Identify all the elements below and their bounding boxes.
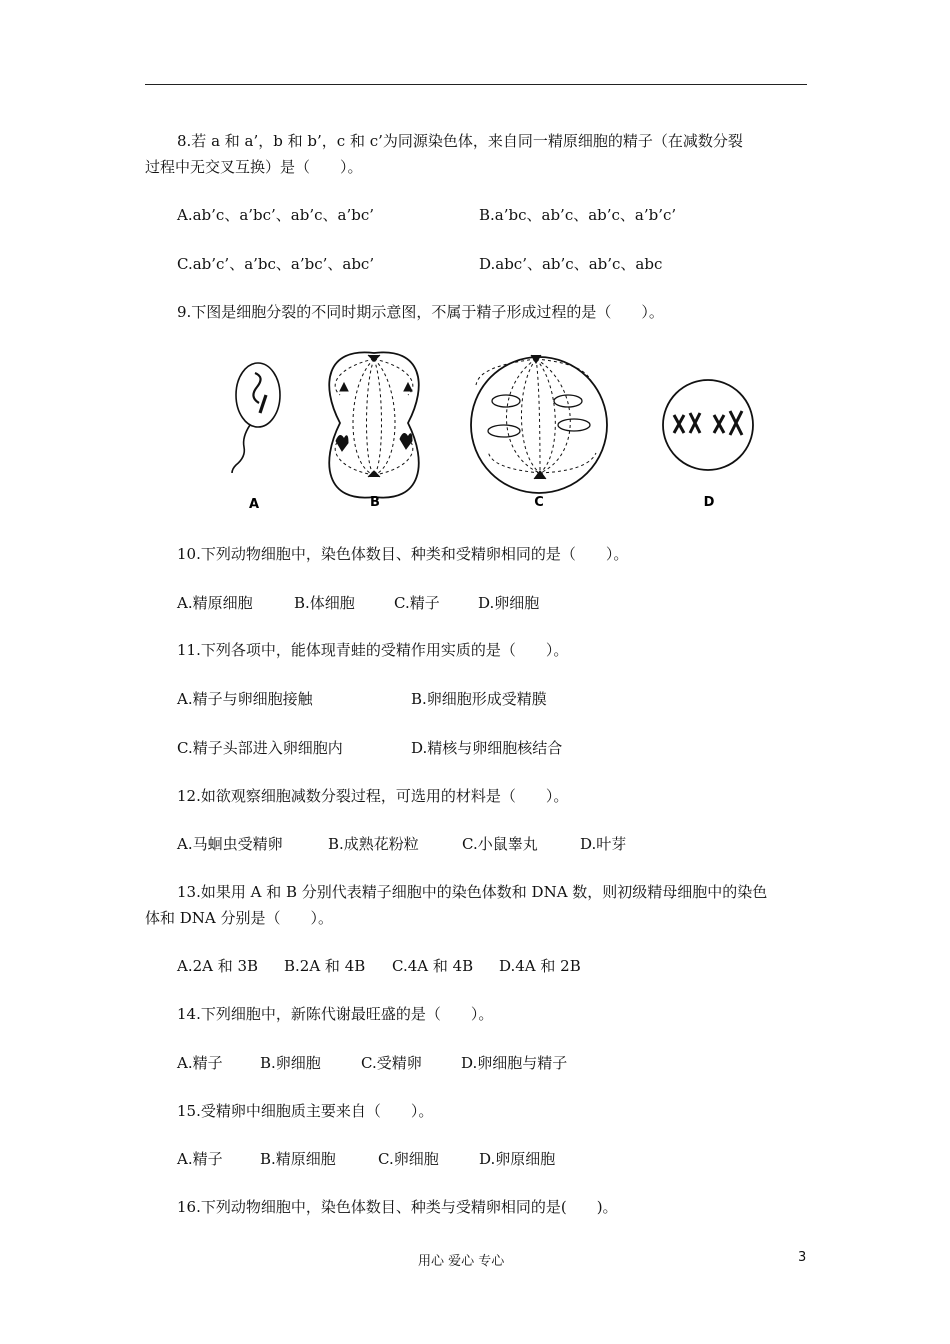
question-11-option-c: C.精子头部进入卵细胞内: [177, 739, 343, 757]
question-8-option-a: A.ab’c、a’bc’、ab’c、a’bc’: [177, 206, 374, 224]
page-number: 3: [798, 1250, 807, 1265]
footer-motto: 用心 爱心 专心: [418, 1254, 505, 1269]
question-14-stem: 14.下列细胞中，新陈代谢最旺盛的是（ ）。: [177, 1005, 494, 1023]
question-15-stem: 15.受精卵中细胞质主要来自（ ）。: [177, 1102, 434, 1120]
question-13-option-b: B.2A 和 4B: [284, 957, 366, 975]
figure-c-cell: [471, 355, 607, 493]
figure-label-b: B: [370, 495, 380, 510]
question-11-stem: 11.下列各项中，能体现青蛙的受精作用实质的是（ ）。: [177, 641, 569, 659]
question-14-option-a: A.精子: [177, 1054, 223, 1072]
question-12-option-b: B.成熟花粉粒: [328, 835, 419, 853]
question-10-option-c: C.精子: [394, 594, 440, 612]
question-13-stem: 13.如果用 A 和 B 分别代表精子细胞中的染色体数和 DNA 数，则初级精母细胞中的染色: [177, 883, 768, 901]
question-12-stem: 12.如欲观察细胞减数分裂过程，可选用的材料是（ ）。: [177, 787, 569, 805]
question-11-option-b: B.卵细胞形成受精膜: [411, 690, 547, 708]
question-8-stem: 8.若 a 和 a’，b 和 b’，c 和 c’为同源染色体，来自同一精原细胞的精子（在减数分裂: [177, 132, 743, 150]
question-11-option-a: A.精子与卵细胞接触: [177, 690, 313, 708]
question-14-option-b: B.卵细胞: [260, 1054, 321, 1072]
question-15-option-d: D.卵原细胞: [479, 1150, 556, 1168]
question-15-option-c: C.卵细胞: [378, 1150, 439, 1168]
question-13-stem-cont: 体和 DNA 分别是（ ）。: [145, 909, 334, 927]
question-16-stem: 16.下列动物细胞中，染色体数目、种类与受精卵相同的是( )。: [177, 1198, 618, 1216]
question-11-option-d: D.精核与卵细胞核结合: [411, 739, 563, 757]
question-14-option-c: C.受精卵: [361, 1054, 422, 1072]
question-8-option-c: C.ab’c’、a’bc、a’bc’、abc’: [177, 255, 375, 273]
question-10-stem: 10.下列动物细胞中，染色体数目、种类和受精卵相同的是（ ）。: [177, 545, 629, 563]
question-10-option-d: D.卵细胞: [478, 594, 540, 612]
question-10-option-b: B.体细胞: [294, 594, 355, 612]
question-12-option-c: C.小鼠睾丸: [462, 835, 538, 853]
question-12-option-d: D.叶芽: [580, 835, 627, 853]
question-8-option-d: D.abc’、ab’c、ab’c、abc: [479, 255, 663, 273]
question-12-option-a: A.马蛔虫受精卵: [177, 835, 283, 853]
figure-label-a: A: [248, 497, 260, 512]
question-9-stem: 9.下图是细胞分裂的不同时期示意图，不属于精子形成过程的是（ ）。: [177, 303, 664, 321]
question-13-option-c: C.4A 和 4B: [392, 957, 474, 975]
header-rule: [145, 84, 807, 85]
figure-a-sperm: [232, 363, 280, 473]
question-14-option-d: D.卵细胞与精子: [461, 1054, 568, 1072]
figure-b-cell: [329, 352, 419, 497]
question-10-option-a: A.精原细胞: [177, 594, 253, 612]
cell-division-diagram: [228, 345, 768, 520]
figure-d-cell: [663, 380, 753, 470]
question-13-option-a: A.2A 和 3B: [177, 957, 259, 975]
figure-label-c: C: [534, 495, 544, 510]
question-13-option-d: D.4A 和 2B: [499, 957, 581, 975]
question-8-stem-cont: 过程中无交叉互换）是（ ）。: [145, 158, 363, 176]
cell-division-figure: [228, 345, 768, 520]
question-8-option-b: B.a’bc、ab’c、ab’c、a’b’c’: [479, 206, 677, 224]
question-15-option-a: A.精子: [177, 1150, 223, 1168]
figure-label-d: D: [703, 495, 715, 510]
question-15-option-b: B.精原细胞: [260, 1150, 336, 1168]
